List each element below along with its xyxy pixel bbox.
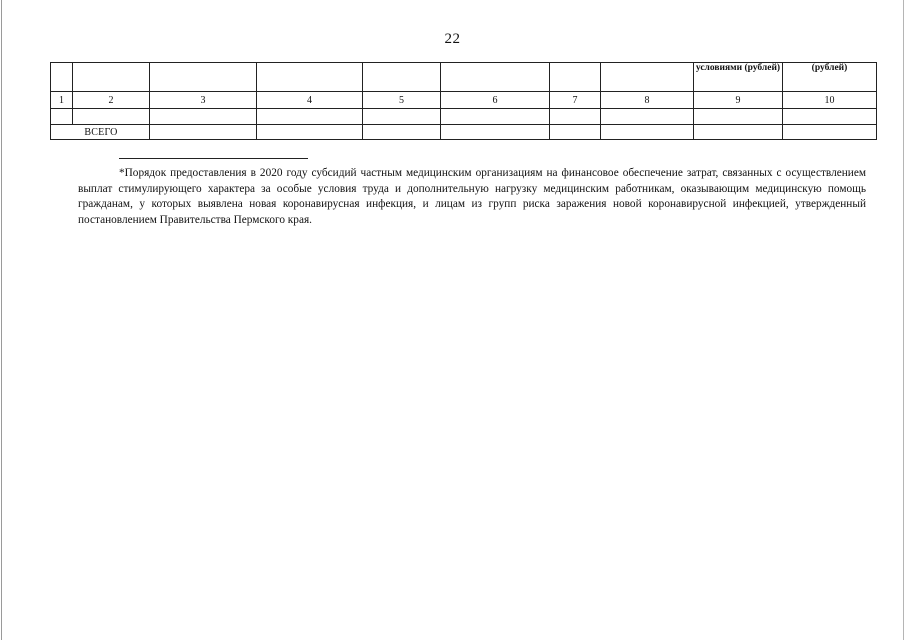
header-cell-8 — [601, 63, 694, 92]
column-number: 4 — [257, 92, 363, 109]
header-cell-7 — [550, 63, 601, 92]
column-number: 9 — [694, 92, 783, 109]
total-row — [51, 125, 877, 140]
column-number: 2 — [73, 92, 150, 109]
table-cell — [694, 109, 783, 125]
column-number: 1 — [51, 92, 73, 109]
table-cell — [363, 109, 441, 125]
column-number: 3 — [150, 92, 257, 109]
header-cell-5 — [363, 63, 441, 92]
header-cell-3 — [150, 63, 257, 92]
scan-left-edge — [1, 0, 2, 640]
footnote-separator — [119, 158, 308, 159]
table-cell — [783, 109, 877, 125]
header-cell-6 — [441, 63, 550, 92]
header-cell-10: (рублей) — [783, 63, 877, 92]
total-cell — [550, 125, 601, 140]
column-number: 10 — [783, 92, 877, 109]
table-cell — [550, 109, 601, 125]
scan-right-edge — [903, 0, 904, 640]
column-number: 5 — [363, 92, 441, 109]
data-table — [50, 62, 877, 140]
total-cell — [694, 125, 783, 140]
page-number: 22 — [444, 31, 461, 47]
table-cell — [51, 109, 73, 125]
total-cell — [601, 125, 694, 140]
table-cell — [73, 109, 150, 125]
total-cell — [783, 125, 877, 140]
column-number: 7 — [550, 92, 601, 109]
header-cell-9: условиями (рублей) — [694, 63, 783, 92]
column-number: 6 — [441, 92, 550, 109]
total-label: ВСЕГО — [51, 125, 150, 140]
total-cell — [441, 125, 550, 140]
column-number: 8 — [601, 92, 694, 109]
table-cell — [601, 109, 694, 125]
footnote-text: *Порядок предоставления в 2020 году субсидий частным медицинским организациям на финансовое обеспечение затрат, связанных с осуществлением выплат стимулирующего характера за особые условия труда и дополнительную нагрузку медицинским работникам, оказывающим медицинскую помощь гражданам, у которых выявлена новая коронавирусная инфекция, и лицам из групп риска заражения новой коронавирусной инфекцией, утвержденный постановлением Правительства Пермского края. — [78, 167, 866, 226]
header-cell-2 — [73, 63, 150, 92]
column-number-row — [51, 92, 877, 109]
total-cell — [257, 125, 363, 140]
table-cell — [441, 109, 550, 125]
header-cell-1 — [51, 63, 73, 92]
table-row — [51, 109, 877, 125]
table-cell — [150, 109, 257, 125]
table-header-row — [51, 63, 877, 92]
table-cell — [257, 109, 363, 125]
total-cell — [150, 125, 257, 140]
header-cell-4 — [257, 63, 363, 92]
total-cell — [363, 125, 441, 140]
